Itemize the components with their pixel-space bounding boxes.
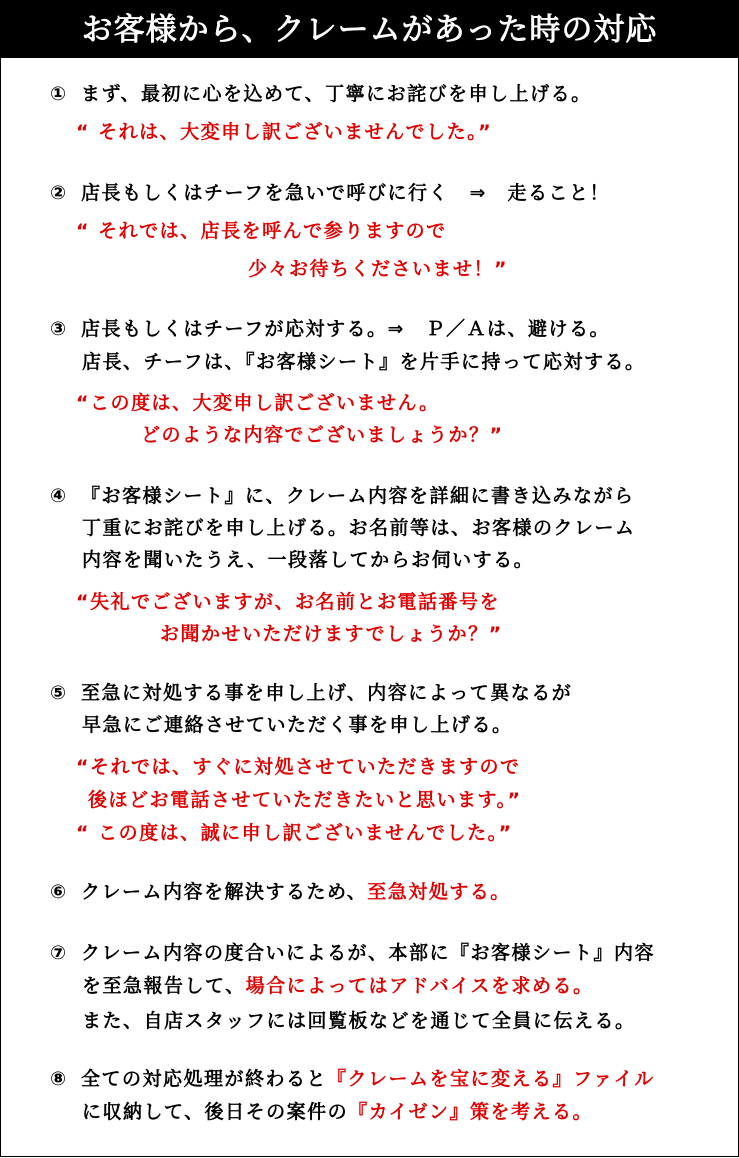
item-3-quote-1: “この度は、大変申し訳ございません。 (76, 392, 440, 414)
item-2-quote-1: “ それでは、店長を呼んで参りますので (76, 220, 447, 242)
item-4-number: ④ (50, 485, 68, 507)
item-1-number: ① (50, 83, 68, 105)
item-6-text: クレーム内容を解決するため、 (81, 881, 368, 903)
item-5-line-1 (50, 681, 572, 705)
item-4-line-2: 丁重にお詫びを申し上げる。お名前等は、お客様のクレーム (82, 517, 636, 539)
item-1-line-1 (50, 82, 592, 106)
item-6-number: ⑥ (50, 881, 68, 903)
item-7-line-3: また、自店スタッフには回覧板などを通じて全員に伝える。 (82, 1010, 636, 1032)
item-8-emphasis-1: 『クレームを宝に変える』ファイル (327, 1068, 655, 1090)
item-4-text-1: 『お客様シート』に、クレーム内容を詳細に書き込みながら (81, 485, 635, 507)
item-8-text-2: に収納して、後日その案件の (82, 1101, 349, 1123)
item-3-text-1: 店長もしくはチーフが応対する。⇒ Ｐ／Ａは、避ける。 (81, 318, 610, 340)
page-title: お客様から、クレームがあった時の対応 (0, 0, 739, 58)
item-3-number: ③ (50, 318, 68, 340)
item-5-number: ⑤ (50, 682, 68, 704)
item-6-line-1 (50, 880, 511, 904)
item-2-quote-2: 少々お待ちくださいませ！” (248, 258, 508, 280)
item-4-quote-2: お聞かせいただけますでしょうか？” (160, 623, 503, 645)
item-3-quote-2: どのような内容でございましょうか？” (141, 424, 504, 446)
item-5-quote-3: “ この度は、誠に申し訳ございませんでした。” (76, 822, 513, 844)
item-7-text-1: クレーム内容の度合いによるが、本部に『お客様シート』内容 (81, 942, 656, 964)
item-3-line-2: 店長、チーフは、『お客様シート』を片手に持って応対する。 (82, 351, 646, 373)
item-7-line-1 (50, 941, 655, 965)
item-2-line-1 (50, 181, 610, 205)
item-2-text: 店長もしくはチーフを急いで呼びに行く ⇒ 走ること！ (81, 182, 610, 204)
item-5-quote-1: “それでは、すぐに対処させていただきますので (76, 756, 521, 778)
item-8-line-2 (82, 1100, 593, 1124)
item-5-line-2: 早急にご連絡させていただく事を申し上げる。 (82, 714, 513, 736)
item-4-line-1 (50, 484, 635, 508)
item-4-quote-1: “失礼でございますが、お名前とお電話番号を (76, 591, 500, 613)
item-1-text: まず、最初に心を込めて、丁寧にお詫びを申し上げる。 (81, 83, 592, 105)
item-7-line-2 (82, 974, 594, 998)
item-7-emphasis: 場合によってはアドバイスを求める。 (245, 975, 594, 997)
item-3-line-1 (50, 317, 610, 341)
item-6-emphasis: 至急対処する。 (367, 881, 511, 903)
item-5-quote-2: 後ほどお電話させていただきたいと思います。” (88, 789, 522, 811)
item-8-line-1 (50, 1067, 655, 1091)
item-2-number: ② (50, 182, 68, 204)
item-8-number: ⑧ (50, 1068, 68, 1090)
item-5-text-1: 至急に対処する事を申し上げ、内容によって異なるが (81, 682, 573, 704)
item-8-emphasis-2: 『カイゼン』策を考える。 (348, 1101, 593, 1123)
item-1-quote-1: “ それは、大変申し訳ございませんでした。” (76, 121, 493, 143)
item-7-number: ⑦ (50, 942, 68, 964)
item-8-text-1: 全ての対応処理が終わると (81, 1068, 328, 1090)
item-7-text-2: を至急報告して、 (82, 975, 246, 997)
item-4-line-3: 内容を聞いたうえ、一段落してからお伺いする。 (82, 549, 535, 571)
